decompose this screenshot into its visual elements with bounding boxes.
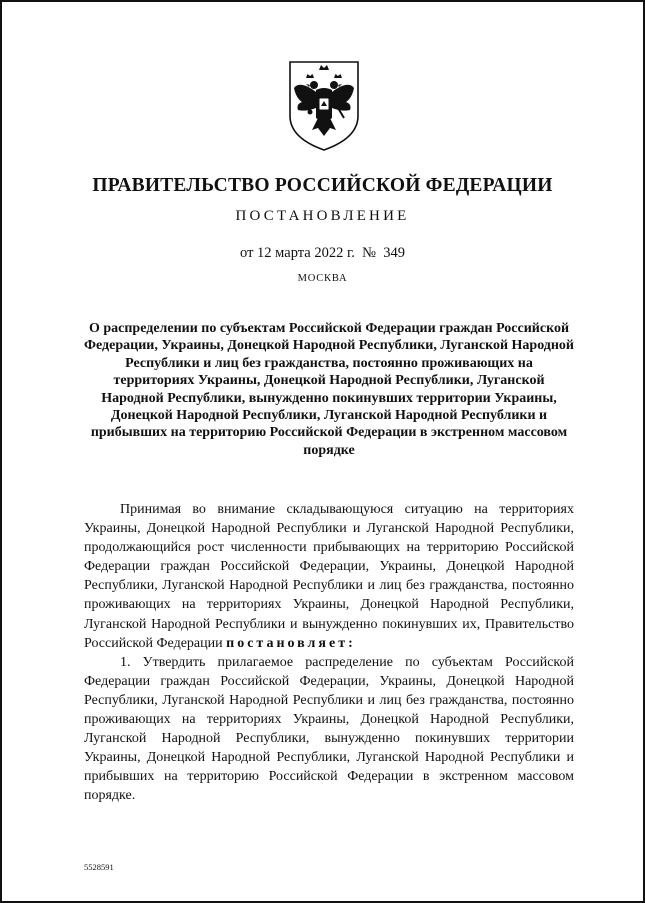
document-date-number: от 12 марта 2022 г. № 349 — [240, 245, 405, 261]
document-code: 5528591 — [84, 862, 114, 872]
preamble-text: Принимая во внимание складывающуюся ситуацию на территориях Украины, Донецкой Народной Республики и Луганской Народной Республики, продолжающийся рост численности прибывающих на территорию Российской Федерации граждан Российской Федерации, Украины, Донецкой Народной Республики, Луганской Народной Республики и лиц без гражданства, постоянно проживающих на территориях Украины, Донецкой Народной Республики, Луганской Народной Республики и вынужденно покинувших их, Правительство Российской Федерации — [84, 502, 574, 651]
point-1-paragraph: 1. Утвердить прилагаемое распределение по субъектам Российской Федерации граждан Российской Федерации, Украины, Донецкой Народной Республики, Луганской Народной Республики и лиц без гражданства, постоянно проживающих на территориях Украины, Донецкой Народной Республики, Луганской Народной Республики, вынужденно покинувших территории Украины, Донецкой Народной Республики, Луганской Народной Республики и прибывших на территорию Российской Федерации в экстренном массовом порядке. — [84, 654, 574, 804]
russian-coat-of-arms-icon — [286, 58, 362, 152]
government-title: ПРАВИТЕЛЬСТВО РОССИЙСКОЙ ФЕДЕРАЦИИ — [92, 175, 553, 196]
document-subject: О распределении по субъектам Российской Федерации граждан Российской Федерации, Украины, Донецкой Народной Республики, Луганской Народной Республики и лиц без гражданства, постоянно проживающих на территориях Украины, Донецкой Народной Республики, Луганской Народной Республики, вынужденно покинувших территории Украины, Донецкой Народной Республики, Луганской Народной Республики и прибывших на территорию Российской Федерации в экстренном массовом порядке — [84, 321, 574, 458]
decree-word: постановляет: — [226, 635, 356, 651]
document-body — [84, 500, 574, 806]
document-city: МОСКВА — [297, 273, 348, 284]
document-type: ПОСТАНОВЛЕНИЕ — [235, 208, 410, 224]
preamble-paragraph — [84, 500, 574, 653]
